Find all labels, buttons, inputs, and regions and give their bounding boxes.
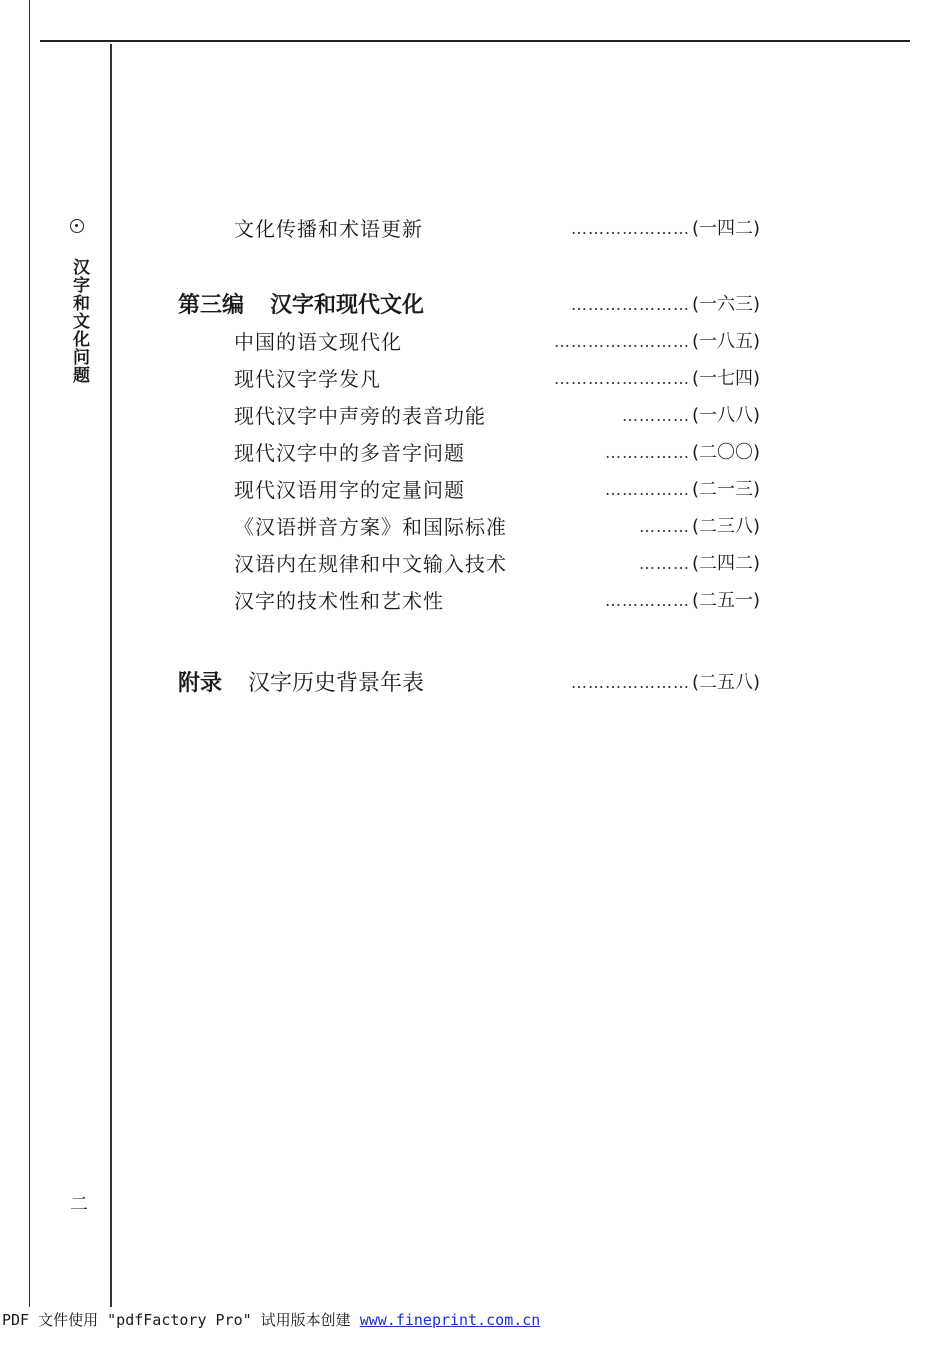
toc-entry-page: (二三八): [692, 516, 761, 537]
toc-entry: [0, 473, 952, 507]
toc-entry: [0, 399, 952, 433]
toc-entry-title: 现代汉语用字的定量问题: [234, 478, 465, 502]
toc-leader-dots: ……………: [605, 443, 690, 462]
pdf-footer: [0, 1307, 702, 1333]
part-name: 汉字和现代文化: [270, 292, 425, 318]
toc-entry-page: (二〇〇): [692, 442, 761, 463]
toc-entry-title: 中国的语文现代化: [234, 330, 402, 354]
toc-entry-title: 现代汉字学发凡: [234, 367, 381, 391]
toc-part-title: [178, 288, 424, 322]
toc-entry-title: 汉语内在规律和中文输入技术: [234, 552, 507, 576]
toc-leader-dots: ………: [639, 554, 690, 573]
appendix-name: 汉字历史背景年表: [248, 671, 425, 696]
toc-leader-dots: …………………: [571, 673, 690, 692]
toc-leader-dots: ………: [639, 517, 690, 536]
toc-leader-dots: …………………: [571, 219, 690, 238]
toc-part-entry: [0, 288, 952, 322]
toc-entry: [0, 584, 952, 618]
toc-entry-page: (一四二): [692, 218, 761, 239]
appendix-label: 附录: [178, 670, 223, 696]
toc-appendix-title: [178, 666, 424, 701]
toc-entry-page: (二五一): [692, 590, 761, 611]
toc-entry: [0, 547, 952, 581]
toc-entry-page: (一七四): [692, 368, 761, 389]
toc-entry-page: (二五八): [692, 672, 761, 693]
toc-appendix-entry: [0, 666, 952, 700]
toc-leader-dots: ……………: [605, 480, 690, 499]
toc-entry: [0, 362, 952, 396]
outer-margin-line: [29, 0, 30, 1318]
toc-entry-title: 文化传播和术语更新: [234, 217, 423, 241]
toc-leader-dots: ……………………: [554, 369, 690, 388]
toc-leader-dots: …………: [622, 406, 690, 425]
footer-text: PDF 文件使用 "pdfFactory Pro" 试用版本创建: [2, 1311, 360, 1329]
toc-leader-dots: …………………: [571, 295, 690, 314]
toc-leader-dots: ……………………: [554, 332, 690, 351]
toc-entry-page: (二四二): [692, 553, 761, 574]
page-number: 二: [70, 1194, 88, 1215]
toc-entry-page: (一八八): [692, 405, 761, 426]
toc-entry-title: 《汉语拼音方案》和国际标准: [234, 515, 507, 539]
running-title: 汉字和文化问题: [69, 258, 89, 384]
toc-entry: [0, 436, 952, 470]
toc-entry: [0, 510, 952, 544]
toc-entry-page: (一六三): [692, 294, 761, 315]
toc-leader-dots: ……………: [605, 591, 690, 610]
part-label: 第三编: [178, 292, 245, 318]
toc-entry-page: (二一三): [692, 479, 761, 500]
footer-link[interactable]: www.fineprint.com.cn: [359, 1311, 541, 1329]
top-rule: [40, 40, 910, 42]
toc-entry-title: 现代汉字中的多音字问题: [234, 441, 465, 465]
toc-entry: [0, 325, 952, 359]
toc-entry-title: 现代汉字中声旁的表音功能: [234, 404, 486, 428]
toc-entry-title: 汉字的技术性和艺术性: [234, 589, 444, 613]
toc-entry: [0, 212, 952, 246]
toc-entry-page: (一八五): [692, 331, 761, 352]
